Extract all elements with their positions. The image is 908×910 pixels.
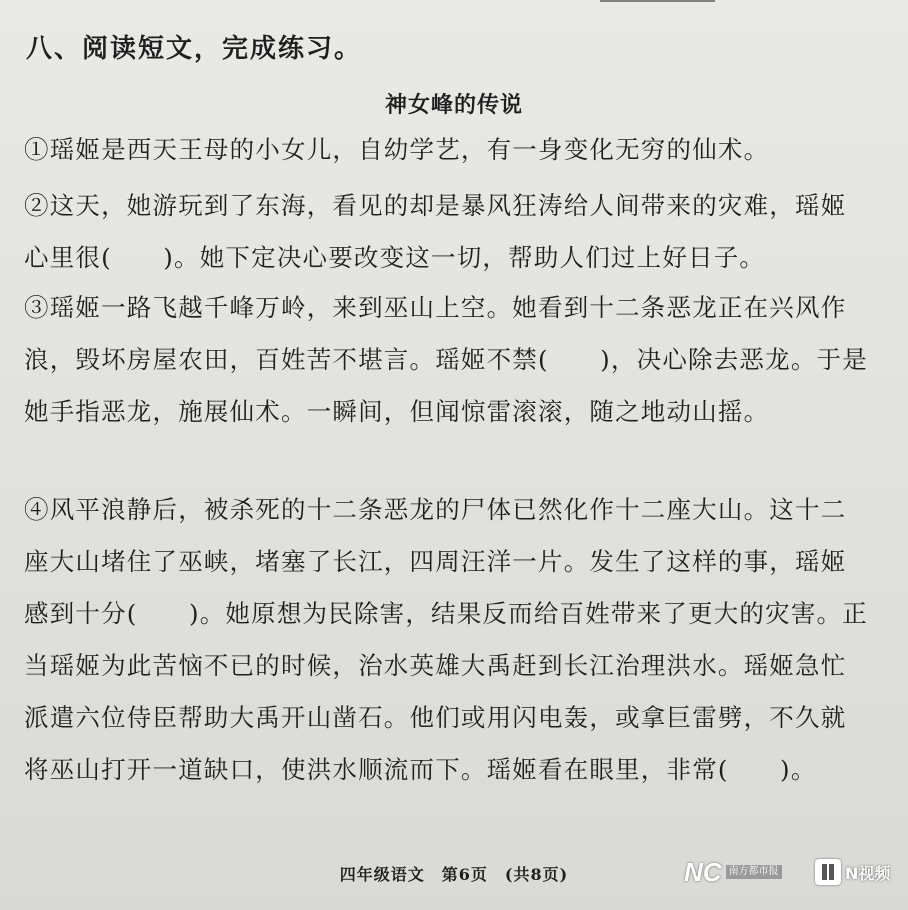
nandu-name: 南方都市报 [726,865,782,879]
nvideo-watermark [815,855,890,889]
paragraph-2: ②这天，她游玩到了东海，看见的却是暴风狂涛给人间带来的灾难，瑶姬心里很( )。她下定决心要改变这一切，帮助人们过上好日子。 [24,191,847,272]
top-edge-line [600,0,715,2]
nandu-logo: NC [684,856,722,887]
paragraph-1: ①瑶姬是西天王母的小女儿，自幼学艺，有一身变化无穷的仙术。 [24,135,770,164]
nvideo-icon [815,859,841,885]
paragraph-4: ④风平浪静后，被杀死的十二条恶龙的尸体已然化作十二座大山。这十二座大山堵住了巫峡，堵塞了长江，四周汪洋一片。发生了这样的事，瑶姬感到十分( )。她原想为民除害，结果反而给百姓带来了更大的灾害。正当瑶姬为此苦恼不已的时候，治水英雄大禹赶到长江治理洪水。瑶姬急忙派遣六位侍臣帮助大禹开山凿石。他们或用闪电轰，或拿巨雷劈，不久就将巫山打开一道缺口，使洪水顺流而下。瑶姬看在眼里，非常( )。 [24,495,868,784]
page-footer: 四年级语文 第6页 (共8页) [339,865,569,884]
nandu-watermark [684,855,782,889]
section-title: 八、阅读短文，完成练习。 [26,34,363,64]
nvideo-label: N视频 [845,863,891,883]
story-title: 神女峰的传说 [384,93,523,118]
paragraph-3: ③瑶姬一路飞越千峰万岭，来到巫山上空。她看到十二条恶龙正在兴风作浪，毁坏房屋农田，百姓苦不堪言。瑶姬不禁( )，决心除去恶龙。于是她手指恶龙，施展仙术。一瞬间，但闻惊雷滚滚，随之地动山摇。 [24,293,868,426]
